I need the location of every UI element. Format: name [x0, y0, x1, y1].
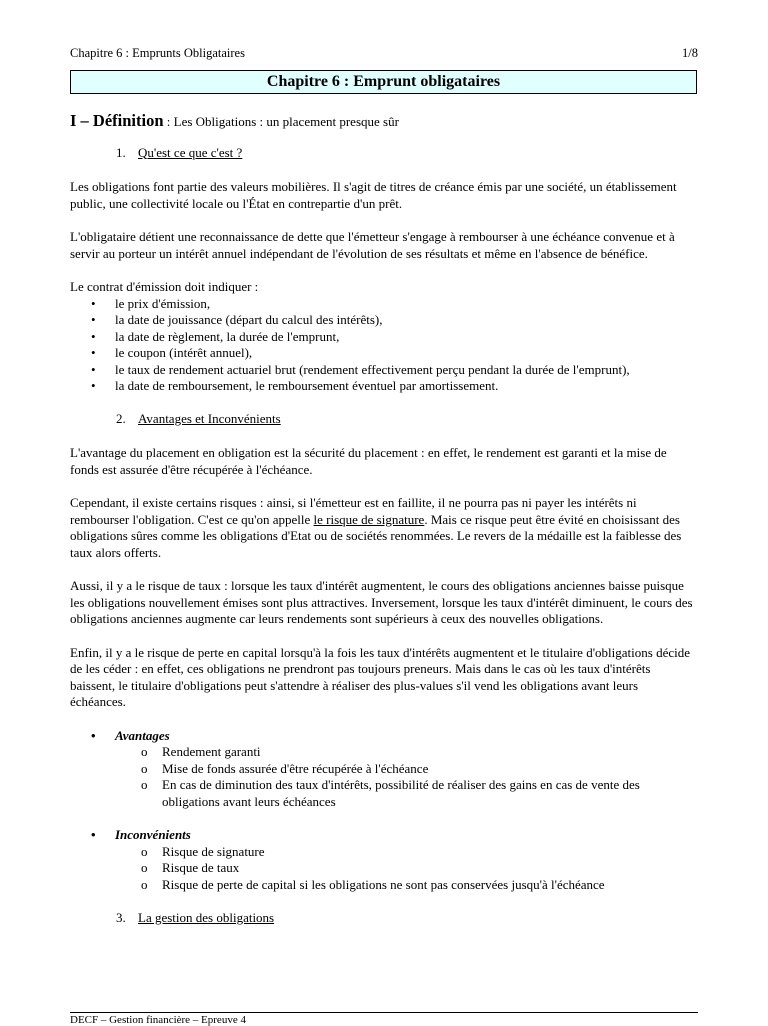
disadvantages-heading: • Inconvénients — [91, 827, 191, 842]
paragraph-2: L'obligataire détient une reconnaissance de dette que l'émetteur s'engage à rembourser à une échéance convenue et à servir au porteur un intérêt annuel indépendant de l'évolution de ses résultats et même en l'absence de bénéfice. — [70, 229, 675, 261]
circle-bullet-icon: o — [141, 777, 148, 792]
bullet-icon: • — [91, 827, 96, 842]
number: 3. — [116, 910, 126, 925]
list-item: • la date de règlement, la durée de l'emprunt, — [91, 328, 340, 344]
contract-list — [70, 296, 695, 395]
running-header — [70, 45, 698, 62]
paragraph-3: Le contrat d'émission doit indiquer : — [70, 279, 259, 294]
bullet-icon: • — [91, 295, 96, 311]
paragraph-6: Aussi, il y a le risque de taux : lorsque les taux d'intérêt augmentent, le cours des obligations anciennes baisse puisque les obligations nouvellement émises sont plus attractives. Inversement, lorsque les taux d'intérêt diminuent, le cours des obligations anciennes augmente car leurs rendements sont supérieurs à ceux des nouvelles obligations. — [70, 578, 693, 626]
list-item: • le taux de rendement actuariel brut (rendement effectivement perçu pendant la durée de l'emprunt), — [91, 361, 630, 377]
bullet-icon: • — [91, 328, 96, 344]
bullet-icon: • — [91, 312, 96, 327]
list-item: o Rendement garanti — [141, 744, 261, 759]
header-chapter: Chapitre 6 : Emprunts Obligataires — [70, 46, 245, 60]
list-item: o Risque de signature — [141, 843, 265, 859]
page-number: 1/8 — [682, 46, 698, 60]
paragraph-4: L'avantage du placement en obligation est la sécurité du placement : en effet, le rendement est garanti et la mise de fonds est assurée d'être récupérée à l'échéance. — [70, 445, 667, 477]
numbered-heading-label: Qu'est ce que c'est ? — [138, 144, 243, 160]
circle-bullet-icon: o — [141, 860, 148, 875]
list-item: o Risque de perte de capital si les obligations ne sont pas conservées jusqu'à l'échéance — [141, 876, 605, 892]
list-item: o Risque de taux — [141, 860, 240, 875]
list-item: • le coupon (intérêt annuel), — [91, 345, 253, 360]
circle-bullet-icon: o — [141, 843, 148, 859]
bullet-icon: • — [91, 727, 96, 743]
paragraph-7: Enfin, il y a le risque de perte en capital lorsqu'à la fois les taux d'intérêts augmentent et le titulaire d'obligations décide de les céder : en effet, ces obligations ne prendront pas toujours preneurs. Mais dans le cas où les taux d'intérêts baissent, le titulaire d'obligations peut s'attendre à réaliser des plus-values s'il vend les obligations avant leurs échéances. — [70, 644, 690, 709]
bullet-icon: • — [91, 378, 96, 393]
list-item: o En cas de diminution des taux d'intérêts, possibilité de réaliser des gains en cas de vente des obligations avant leurs échéances — [141, 777, 640, 809]
section-heading — [70, 113, 695, 131]
list-item: • la date de jouissance (départ du calcul des intérêts), — [91, 312, 383, 327]
numbered-heading-3 — [116, 910, 695, 927]
section-heading-subtitle: : Les Obligations : un placement presque sûr — [163, 114, 399, 129]
section-heading-main: I – Définition — [70, 111, 164, 130]
numbered-heading-label: La gestion des obligations — [138, 910, 275, 925]
circle-bullet-icon: o — [141, 760, 148, 776]
chapter-title: Chapitre 6 : Emprunt obligataires — [70, 70, 697, 94]
numbered-heading-label: Avantages et Inconvénients — [138, 410, 281, 426]
disadvantages-list — [70, 844, 695, 894]
circle-bullet-icon: o — [141, 744, 148, 759]
footer-divider — [70, 1012, 698, 1013]
number: 1. — [116, 144, 126, 160]
document-body — [70, 113, 695, 927]
paragraph-1: Les obligations font partie des valeurs mobilières. Il s'agit de titres de créance émis par une société, un établissement public, une collectivité locale ou l'État en contrepartie d'un prêt. — [70, 179, 677, 211]
advantages-list — [70, 744, 695, 810]
circle-bullet-icon: o — [141, 876, 148, 892]
list-item: o Mise de fonds assurée d'être récupérée à l'échéance — [141, 760, 429, 776]
numbered-heading-2 — [116, 411, 695, 428]
bullet-icon: • — [91, 361, 96, 377]
footer-text: DECF – Gestion financière – Epreuve 4 — [70, 1014, 246, 1026]
list-item: • la date de remboursement, le remboursement éventuel par amortissement. — [91, 378, 499, 393]
risk-signature-term: le risque de signature — [313, 511, 425, 527]
bullet-icon: • — [91, 345, 96, 360]
list-item: • le prix d'émission, — [91, 295, 211, 311]
number: 2. — [116, 410, 126, 426]
numbered-heading-1 — [116, 145, 695, 162]
advantages-heading: • Avantages — [91, 727, 170, 743]
paragraph-5: Cependant, il existe certains risques : ainsi, si l'émetteur est en faillite, il ne pourra pas ni payer les intérêts ni rembourser l'obligation. C'est ce qu'on appelle le risque de signature. Mais ce risque peut être évité en choisissant des obligations sûres comme les obligations d'Etat ou de sociétés renommées. Le revers de la médaille est la faiblesse des taux alors offerts. — [70, 495, 682, 560]
